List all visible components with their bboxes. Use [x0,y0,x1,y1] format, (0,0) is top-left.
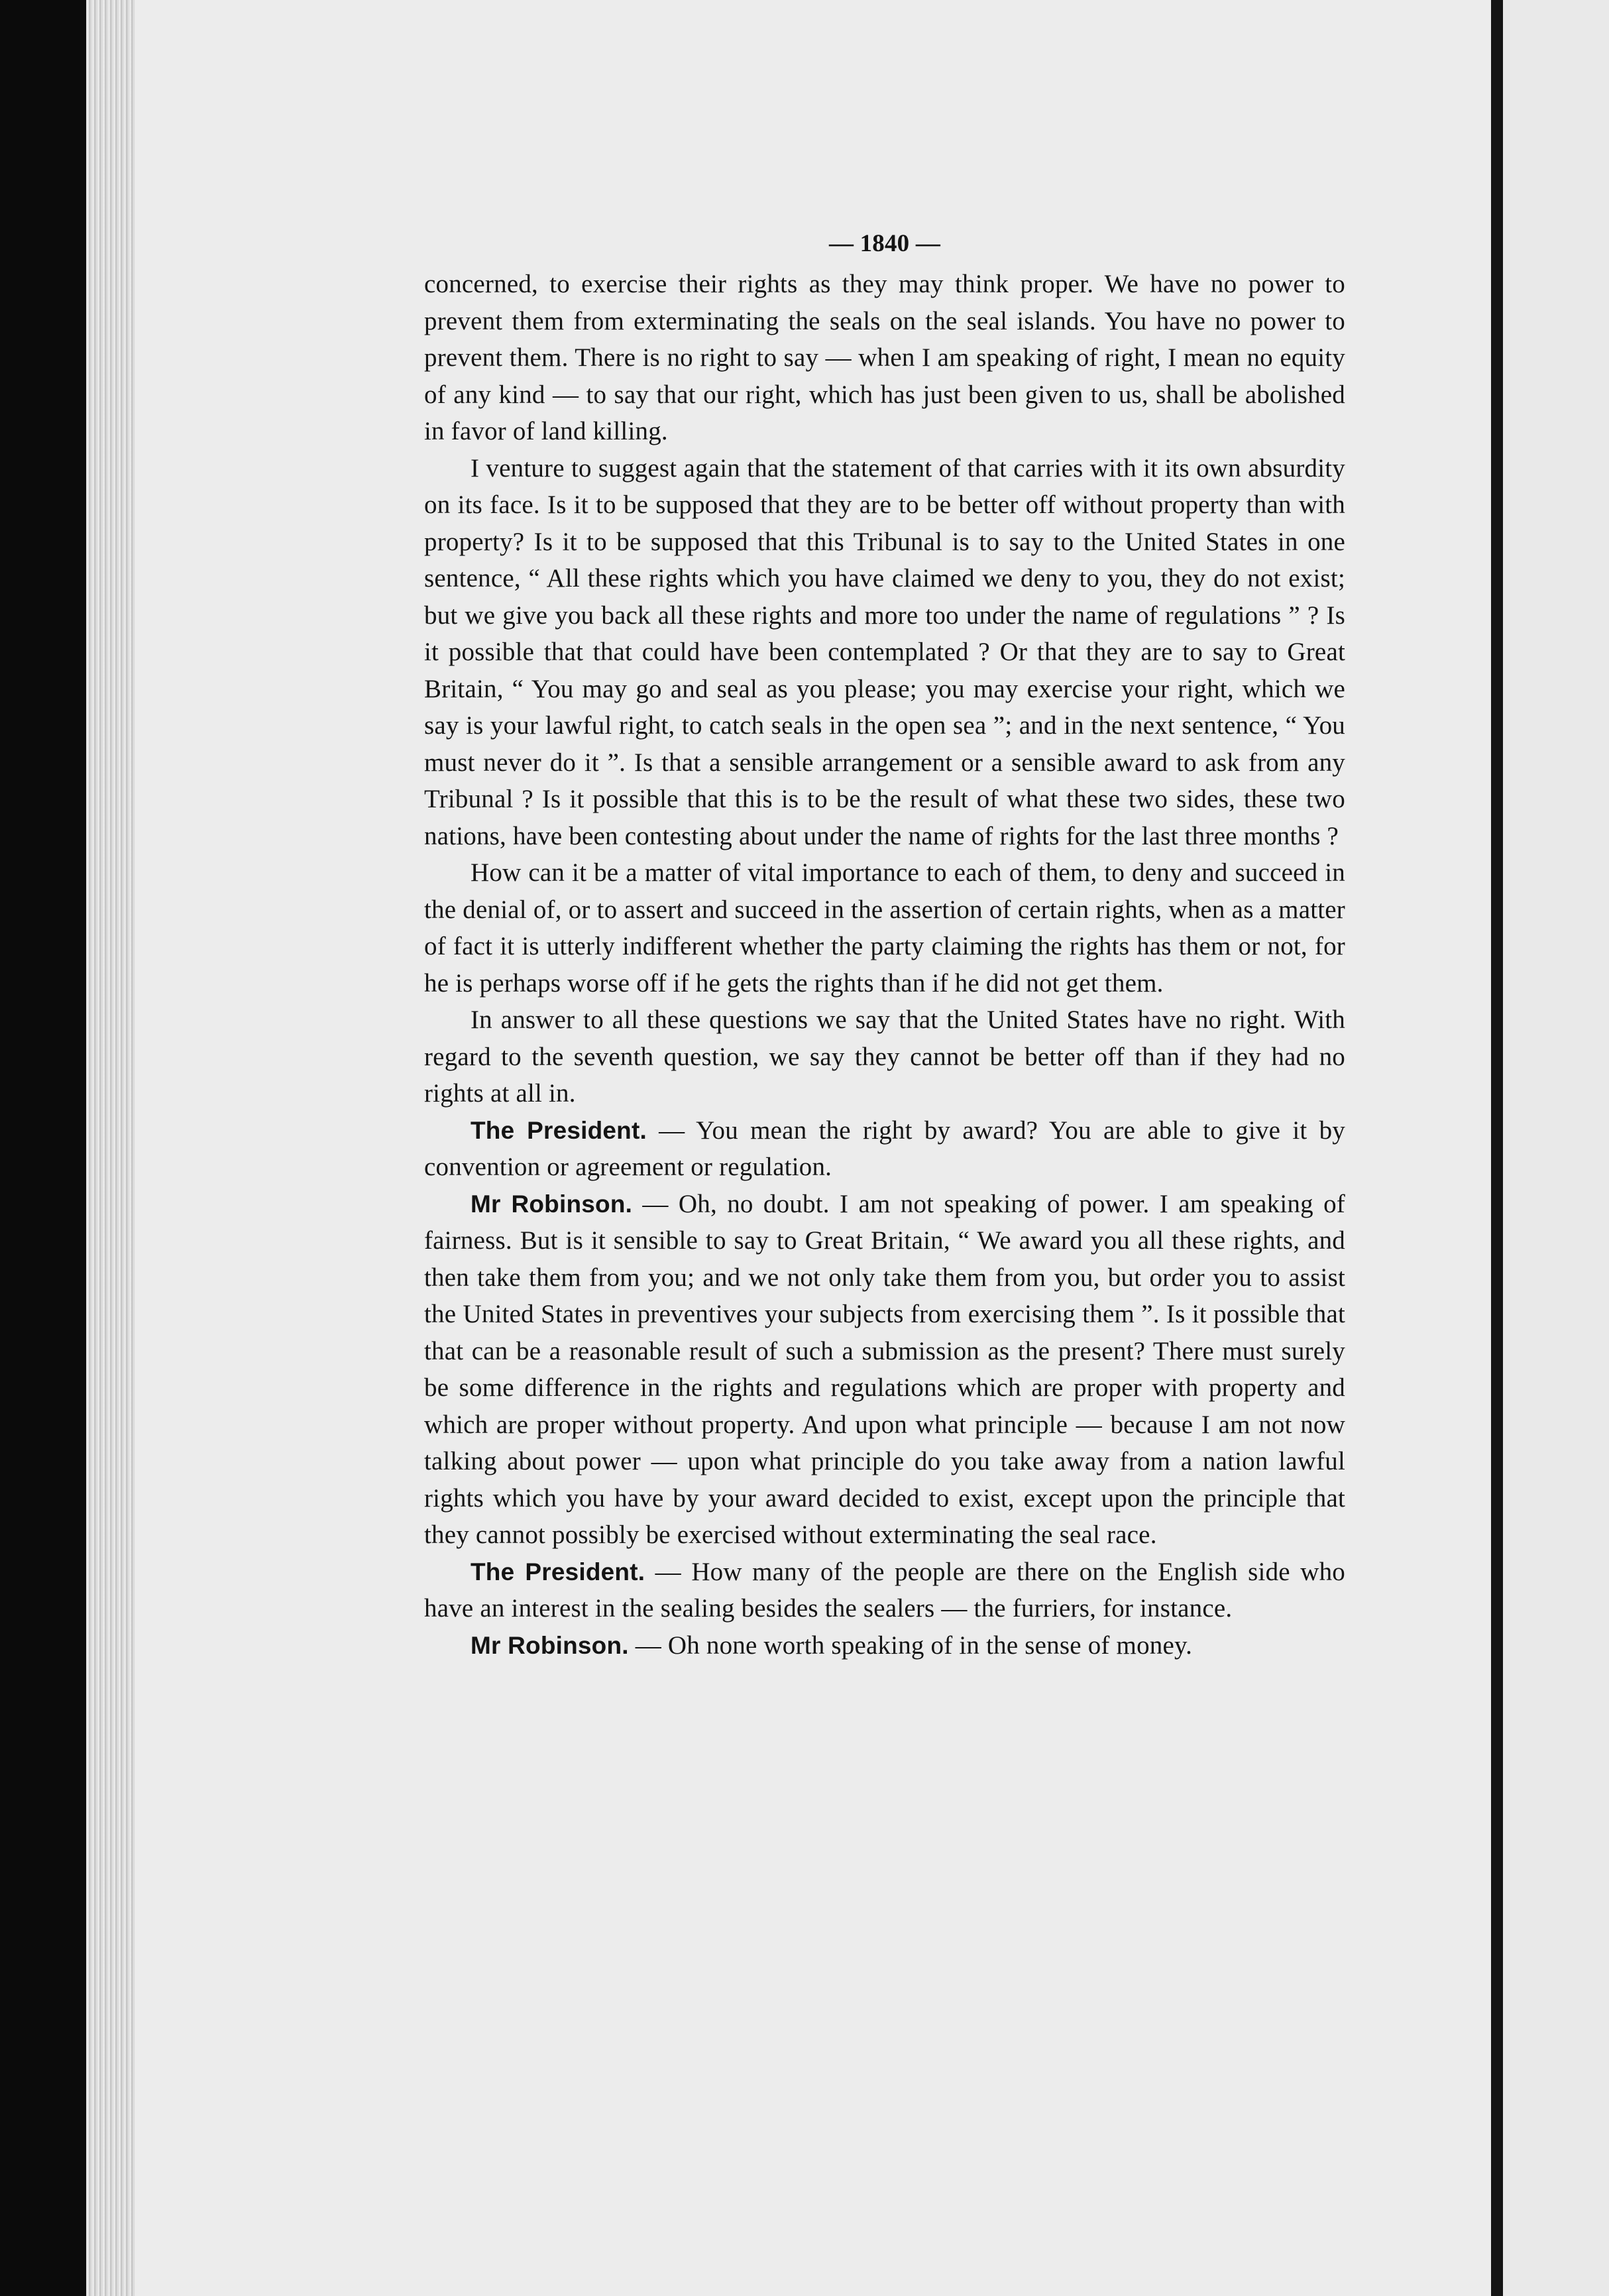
dialogue-paragraph [424,1627,1345,1664]
speech-text: — You mean the right by award? You are able to give it by convention or agreement or regulation. [424,1116,1345,1181]
paragraph: In answer to all these questions we say that the United States have no right. With regard to the seventh question, we say they cannot be better off than if they had no rights at all in. [424,1005,1345,1108]
speech-text: — Oh, no doubt. I am not speaking of power. I am speaking of fairness. But is it sensible to say to Great Britain, “ We award you all these rights, and then take them from you; and we not only take them from you, but order you to assist the United States in preventives your subjects from exercising them ”. Is it possible that that can be a reasonable result of such a submission as the present? There must surely be some difference in the rights and regulations which are proper with property and which are proper without property. And upon what principle — because I am not now talking about power — upon what principle do you take away from a nation lawful rights which you have by your award decided to exist, except upon the principle that they cannot possibly be exercised without exterminating the seal race. [424,1189,1345,1549]
page-edge-stack [86,0,139,2296]
speech-text: — Oh none worth speaking of in the sense of money. [628,1631,1193,1660]
dialogue-paragraph [424,1186,1345,1554]
speaker-name: The President. [471,1116,647,1144]
dialogue-paragraph [424,1112,1345,1186]
speaker-name: Mr Robinson. [471,1631,629,1659]
facing-page-edge [1503,0,1609,2296]
page-text [424,225,1345,1664]
speaker-name: Mr Robinson. [471,1190,633,1218]
speaker-name: The President. [471,1558,645,1585]
paragraph: concerned, to exercise their rights as they may think proper. We have no power to prevent them from exterminating the seals on the seal islands. You have no power to prevent them. There is no right to say — when I am speaking of right, I mean no equity of any kind — to say that our right, which has just been given to us, shall be abolished in favor of land killing. [424,270,1345,445]
book-gutter [1491,0,1503,2296]
paragraph: I venture to suggest again that the statement of that carries with it its own absurdity on its face. Is it to be supposed that they are to be better off without property than with property? Is it to be supposed that this Tribunal is to say to the United States in one sentence, “ All these rights which you have claimed we deny to you, they do not exist; but we give you back all these rights and more too under the name of regulations ” ? Is it possible that that could have been contemplated ? Or that they are to say to Great Britain, “ You may go and seal as you please; you may exercise your right, which we say is your lawful right, to catch seals in the open sea ”; and in the next sentence, “ You must never do it ”. Is that a sensible arrangement or a sensible award to ask from any Tribunal ? Is it possible that this is to be the result of what these two sides, these two nations, have been contesting about under the name of rights for the last three months ? [424,453,1345,850]
speech-text: — How many of the people are there on the English side who have an interest in the sealing besides the sealers — the furriers, for instance. [424,1557,1345,1623]
paragraph: How can it be a matter of vital importance to each of them, to deny and succeed in the denial of, or to assert and succeed in the assertion of certain rights, when as a matter of fact it is utterly indifferent whether the party claiming the rights has them or not, for he is perhaps worse off if he gets the rights than if he did not get them. [424,858,1345,998]
dialogue-paragraph [424,1554,1345,1627]
page-number: — 1840 — [828,230,941,257]
